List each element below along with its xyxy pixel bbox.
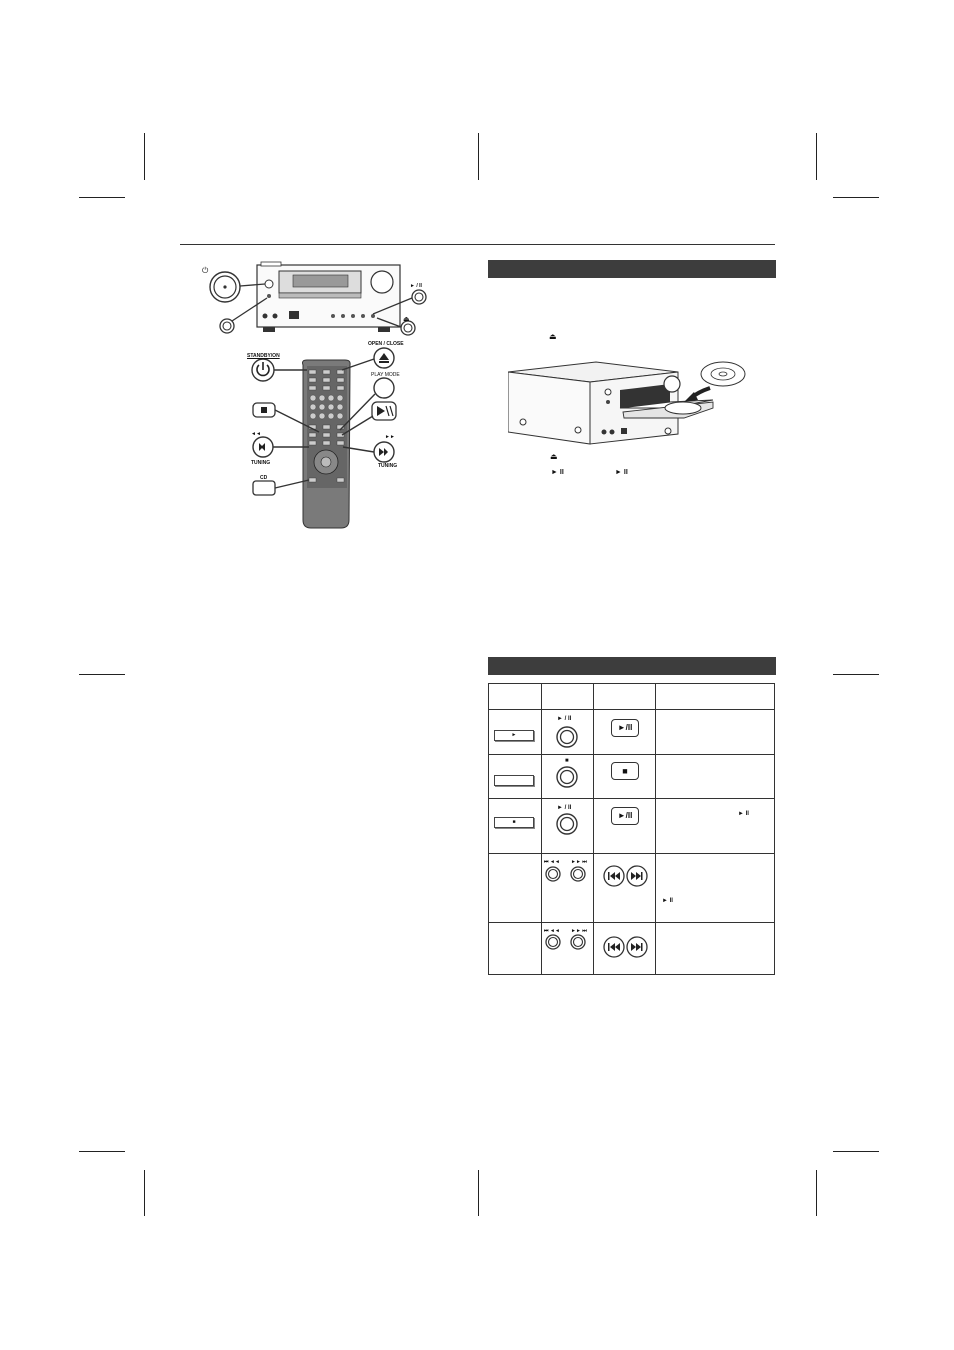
table-cell — [489, 684, 542, 710]
eject-symbol: ⏏ — [403, 316, 410, 323]
table-cell — [656, 854, 775, 923]
stop-label: ■ — [565, 758, 569, 764]
table-cell — [489, 854, 542, 923]
row-note: ► II — [738, 811, 749, 817]
standby-on-label: STANDBY/ON — [247, 353, 280, 359]
table-cell — [594, 799, 656, 854]
table-cell — [594, 854, 656, 923]
table-cell — [594, 755, 656, 799]
forward-symbol: ►► — [385, 434, 395, 440]
crop-mark — [144, 133, 145, 180]
crop-mark — [79, 674, 125, 675]
cd-label: CD — [260, 475, 268, 481]
table-cell — [489, 710, 542, 755]
table-cell — [542, 854, 594, 923]
crop-mark — [478, 133, 479, 180]
crop-mark — [833, 1151, 879, 1152]
table-cell — [489, 799, 542, 854]
power-symbol: ⏻ — [202, 266, 209, 275]
header-rule — [180, 244, 775, 245]
table-row — [489, 854, 775, 923]
skip-back-label: ⏮ ◄◄ — [544, 928, 560, 934]
table-cell — [542, 710, 594, 755]
remote-illustration — [245, 340, 410, 530]
display-indicator — [494, 775, 534, 786]
crop-mark — [816, 1170, 817, 1216]
remote-play-pause-symbol: ►/II — [617, 811, 633, 820]
crop-mark — [816, 133, 817, 180]
crop-mark — [833, 197, 879, 198]
table-cell — [594, 684, 656, 710]
crop-mark — [478, 1170, 479, 1216]
crop-mark — [833, 674, 879, 675]
table-cell — [594, 923, 656, 975]
skip-forward-label: ►► ⏭ — [571, 928, 587, 934]
skip-forward-label: ►► ⏭ — [571, 859, 587, 865]
display-indicator: ► — [494, 730, 534, 741]
remote-play-pause-icon — [611, 807, 639, 825]
remote-skip-buttons-icon — [594, 923, 655, 974]
section-header-bar — [488, 260, 776, 278]
remote-stop-symbol: ■ — [622, 766, 628, 776]
table-cell — [656, 710, 775, 755]
table-cell — [542, 755, 594, 799]
table-row — [489, 923, 775, 975]
skip-back-label: ⏮ ◄◄ — [544, 859, 560, 865]
section-header-bar — [488, 657, 776, 675]
eject-symbol: ⏏ — [549, 332, 557, 341]
disc-loading-drawing — [508, 356, 758, 448]
table-cell — [656, 684, 775, 710]
table-cell — [656, 755, 775, 799]
play-pause-symbol: ► II — [551, 469, 564, 476]
play-pause-label: ► / II — [410, 283, 422, 289]
table-cell — [542, 684, 594, 710]
table-row — [489, 799, 775, 854]
row-note: ► II — [662, 898, 673, 904]
table-cell — [542, 799, 594, 854]
front-panel-drawing — [195, 258, 435, 338]
play-mode-label: PLAY MODE — [371, 372, 400, 378]
table-cell — [656, 923, 775, 975]
remote-stop-icon — [611, 762, 639, 780]
remote-play-pause-symbol: ►/II — [617, 723, 633, 732]
table-cell — [594, 710, 656, 755]
table-cell — [656, 799, 775, 854]
remote-skip-buttons-icon — [594, 854, 655, 922]
tuning-left-label: TUNING — [251, 460, 271, 466]
crop-mark — [79, 1151, 125, 1152]
table-header-row — [489, 684, 775, 710]
open-close-label: OPEN / CLOSE — [368, 341, 404, 347]
tuning-right-label: TUNING — [378, 463, 398, 469]
front-panel-illustration — [195, 258, 435, 338]
crop-mark — [144, 1170, 145, 1216]
rewind-symbol: ◄◄ — [251, 431, 261, 437]
play-pause-symbol: ► II — [615, 469, 628, 476]
table-row — [489, 710, 775, 755]
display-indicator: ■ — [494, 817, 534, 828]
table-cell — [542, 923, 594, 975]
crop-mark — [79, 197, 125, 198]
operations-table — [488, 683, 775, 975]
disc-loading-illustration — [508, 356, 758, 448]
eject-symbol: ⏏ — [550, 452, 558, 461]
play-pause-label: ► / II — [557, 805, 572, 811]
play-pause-label: ► / II — [557, 716, 572, 722]
table-cell — [489, 755, 542, 799]
table-row — [489, 755, 775, 799]
remote-play-pause-icon — [611, 719, 639, 737]
table-cell — [489, 923, 542, 975]
